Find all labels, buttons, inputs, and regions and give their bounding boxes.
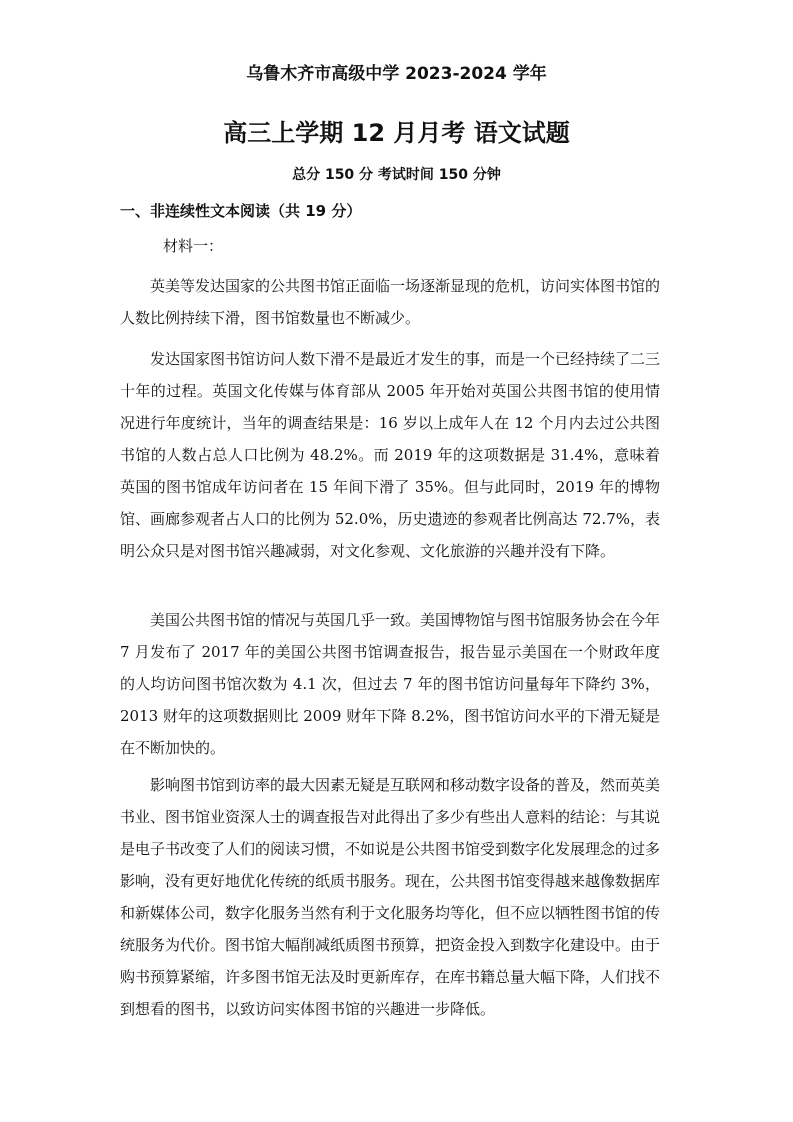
exam-title: 高三上学期 12 月月考 语文试题 bbox=[223, 119, 570, 147]
section-heading: 一、非连续性文本阅读（共 19 分） bbox=[120, 202, 362, 220]
paragraph: 英美等发达国家的公共图书馆正面临一场逐渐显现的危机，访问实体图书馆的人数比例持续下滑，图书馆数量也不断减少。 bbox=[120, 277, 661, 327]
material-label: 材料一： bbox=[163, 237, 224, 255]
paragraph: 影响图书馆到访率的最大因素无疑是互联网和移动数字设备的普及，然而英美书业、图书馆业资深人士的调查报告对此得出了多少有些出人意料的结论：与其说是电子书改变了人们的阅读习惯，不如说是公共图书馆受到数字化发展理念的过多影响，没有更好地优化传统的纸质书服务。现在，公共图书馆变得越来越像数据库和新媒体公司，数字化服务当然有利于文化服务均等化，但不应以牺牲图书馆的传统服务为代价。图书馆大幅削减纸质图书预算，把资金投入到数字化建设中。由于购书预算紧缩，许多图书馆无法及时更新库存，在库书籍总量大幅下降，人们找不到想看的图书，以致访问实体图书馆的兴趣进一步降低。 bbox=[120, 776, 661, 1018]
exam-info: 总分 150 分 考试时间 150 分钟 bbox=[292, 167, 501, 183]
paragraph: 美国公共图书馆的情况与英国几乎一致。美国博物馆与图书馆服务协会在今年 7 月发布了 2017 年的美国公共图书馆调查报告，报告显示美国在一个财政年度的人均访问图书馆次数为 4.1 次，但过去 7 年的图书馆访问量每年下降约 3%，2013 财年的这项数据则比 2009 财年下降 8.2%，图书馆访问水平的下滑无疑是在不断加快的。 bbox=[120, 611, 661, 757]
school-title: 乌鲁木齐市高级中学 2023-2024 学年 bbox=[246, 64, 547, 84]
paragraph: 发达国家图书馆访问人数下滑不是最近才发生的事，而是一个已经持续了二三十年的过程。英国文化传媒与体育部从 2005 年开始对英国公共图书馆的使用情况进行年度统计，当年的调查结果是：16 岁以上成年人在 12 个月内去过公共图书馆的人数占总人口比例为 48.2%。而 2019 年的这项数据是 31.4%，意味着英国的图书馆成年访问者在 15 年间下滑了 35%。但与此同时，2019 年的博物馆、画廊参观者占人口的比例为 52.0%，历史遗迹的参观者比例高达 72.7%，表明公众只是对图书馆兴趣减弱，对文化参观、文化旅游的兴趣并没有下降。 bbox=[120, 350, 661, 560]
